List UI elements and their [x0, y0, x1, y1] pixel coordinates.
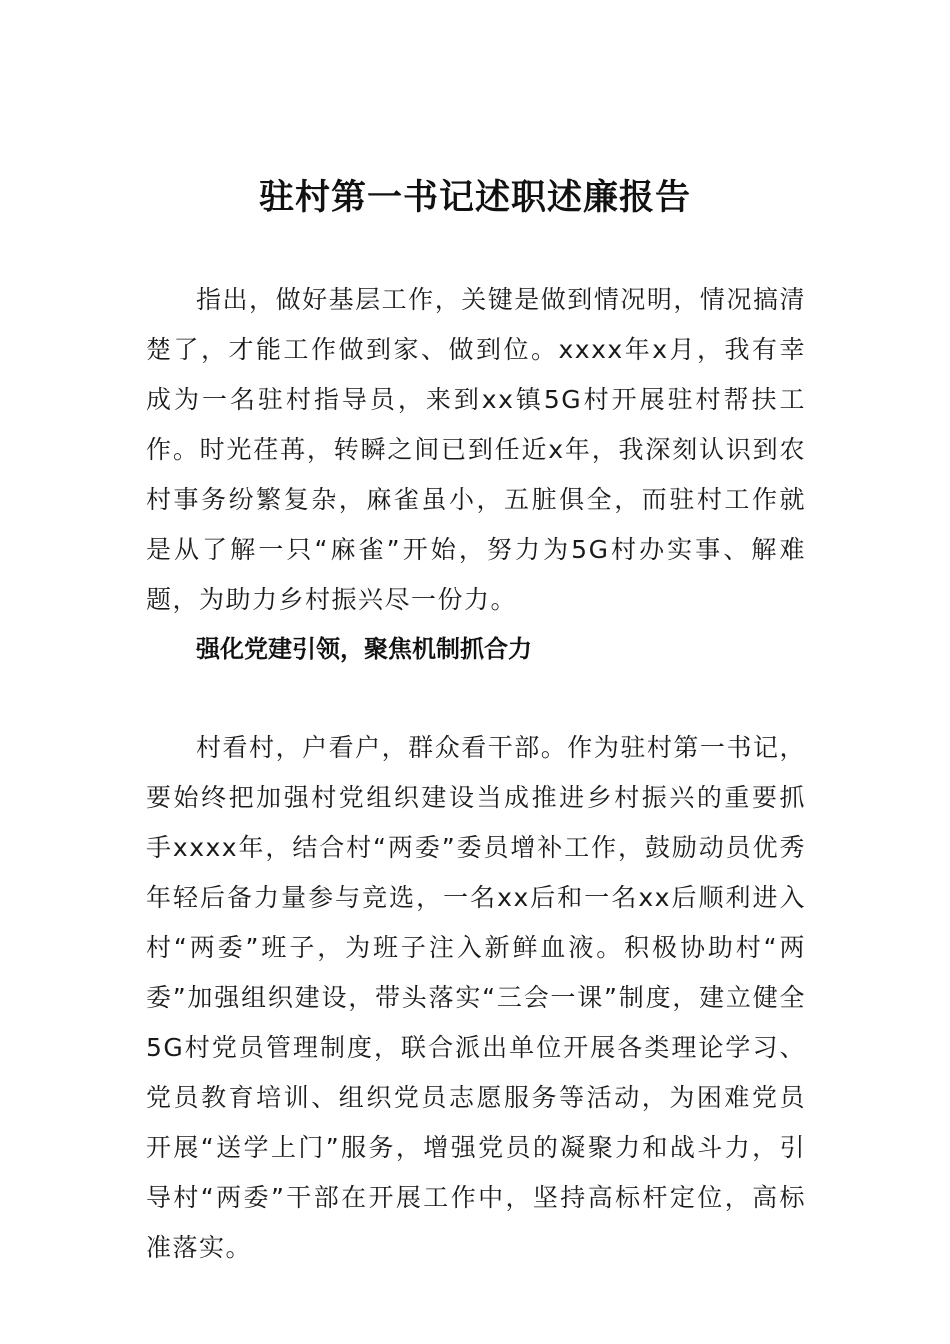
body-paragraph: 村看村，户看户，群众看干部。作为驻村第一书记，要始终把加强村党组织建设当成推进乡村振兴的重要抓手xxxx年，结合村“两委”委员增补工作，鼓励动员优秀年轻后备力量参与竞选，一名xx后和一名xx后顺利进入村“两委”班子，为班子注入新鲜血液。积极协助村“两委”加强组织建设，带头落实“三会一课”制度，建立健全5G村党员管理制度，联合派出单位开展各类理论学习、党员教育培训、组织党员志愿服务等活动，为困难党员开展“送学上门”服务，增强党员的凝聚力和战斗力，引导村“两委”干部在开展工作中，坚持高标杆定位，高标准落实。 — [146, 733, 806, 1262]
intro-paragraph: 指出，做好基层工作，关键是做到情况明，情况搞清楚了，才能工作做到家、做到位。xxxx年x月，我有幸成为一名驻村指导员，来到xx镇5G村开展驻村帮扶工作。时光荏苒，转瞬之间已到任近x年，我深刻认识到农村事务纷繁复杂，麻雀虽小，五脏俱全，而驻村工作就是从了解一只“麻雀”开始，努力为5G村办实事、解难题，为助力乡村振兴尽一份力。 — [146, 285, 806, 614]
document-title: 驻村第一书记述职述廉报告 — [258, 177, 691, 218]
section-heading: 强化党建引领，聚焦机制抓合力 — [196, 635, 532, 663]
